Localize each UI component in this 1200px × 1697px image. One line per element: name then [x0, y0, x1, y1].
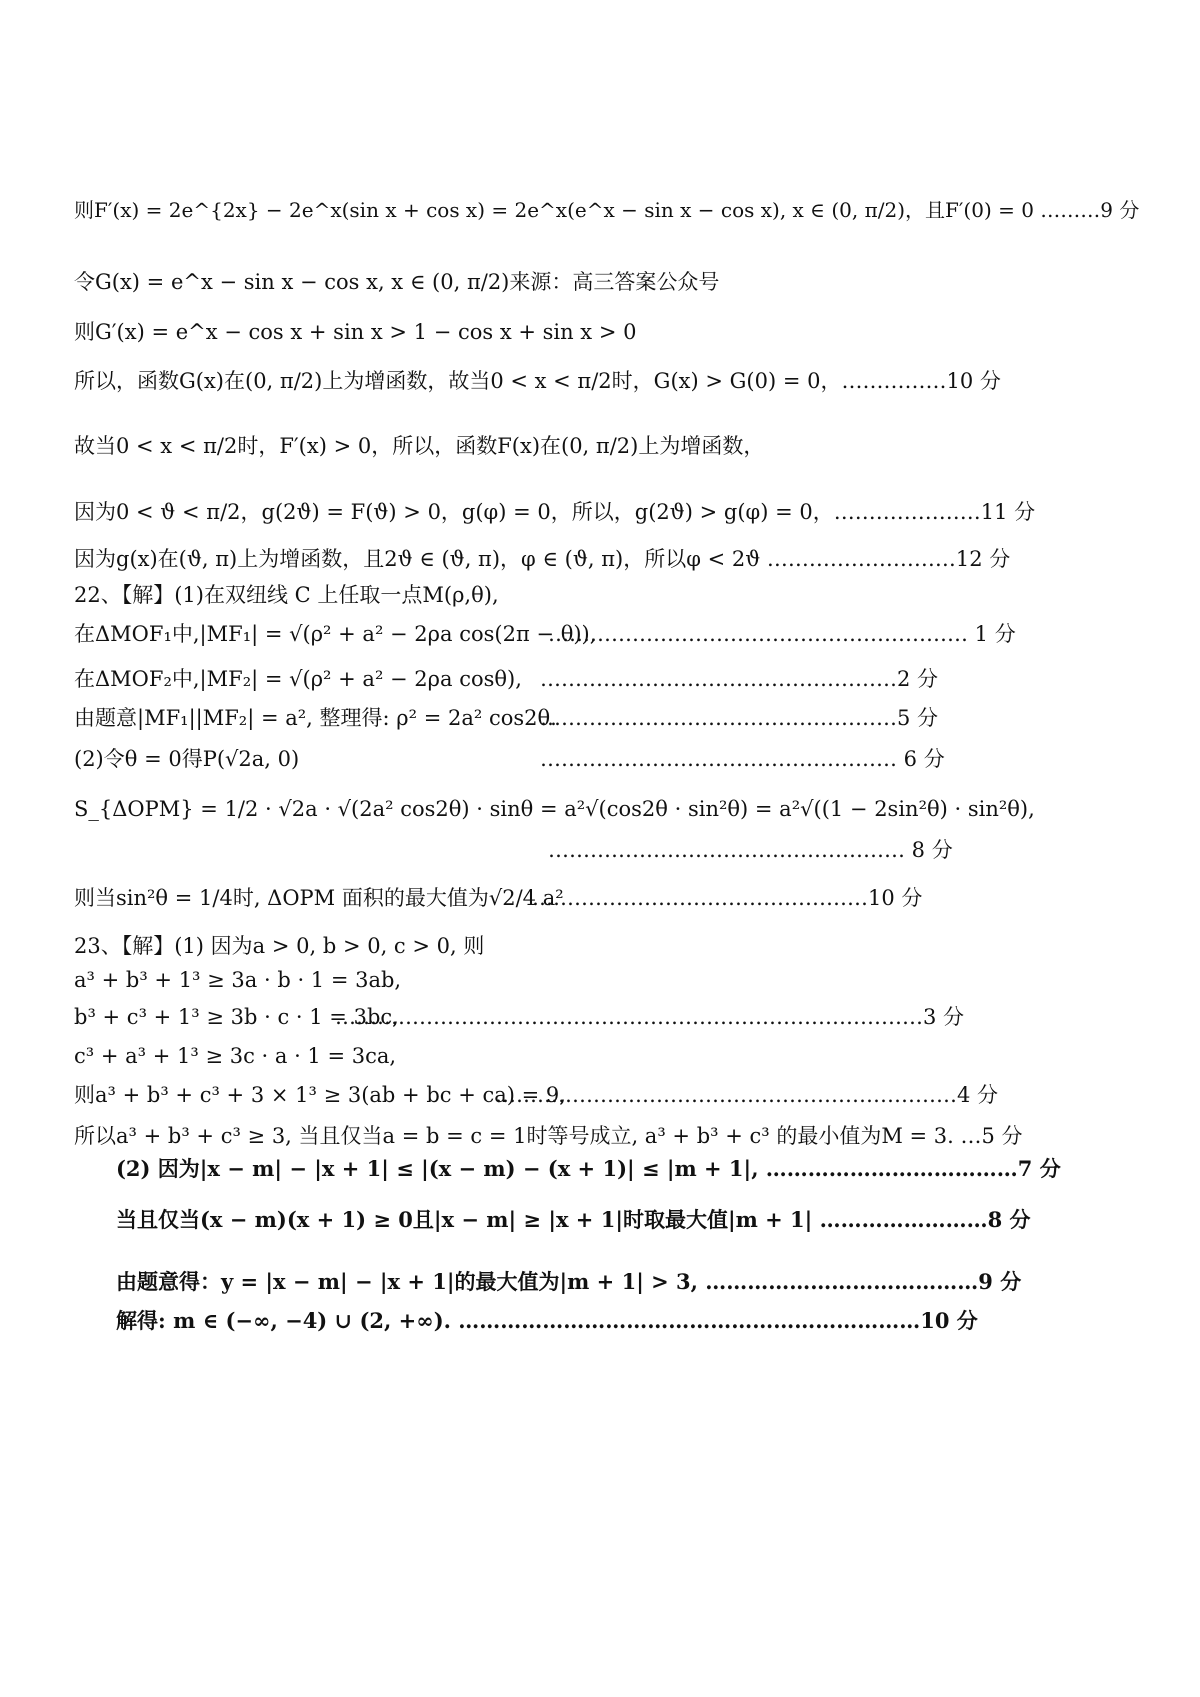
score-mark: …………………………………………………………4 分	[495, 1083, 999, 1107]
score-mark: …………………………………………… 8 分	[548, 838, 953, 862]
score-mark: …………………………………………… 6 分	[540, 747, 945, 771]
score-mark: ……………………………………………5 分	[540, 706, 939, 730]
score-mark: …………………………………………………… 1 分	[548, 622, 1016, 646]
score-mark: ……………………………………………2 分	[540, 667, 939, 691]
score-mark: …………………………………………10 分	[532, 886, 923, 910]
score-mark: …………………………………………………………………………3 分	[335, 1005, 965, 1029]
